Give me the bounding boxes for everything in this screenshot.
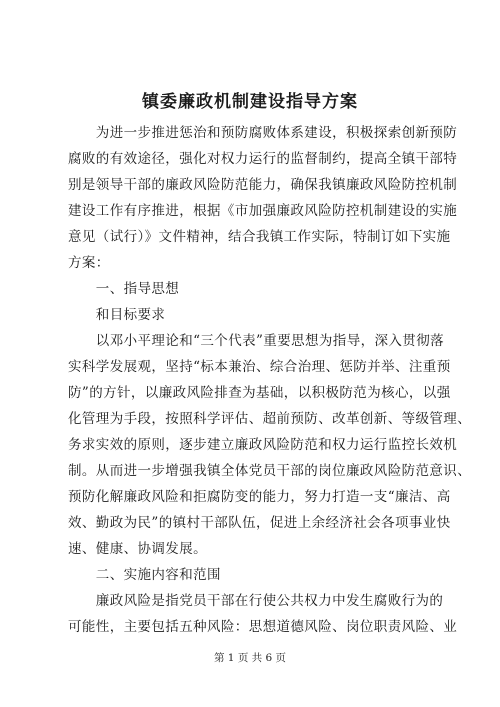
body-line: 方案：: [68, 255, 110, 271]
body-line: 务求实效的原则，逐步建立廉政风险防范和权力运行监控长效机: [68, 437, 458, 453]
body-line: 效、勤政为民”的镇村干部队伍，促进上余经济社会各项事业快: [68, 515, 451, 531]
body-line: 建设工作有序推进，根据《市加强廉政风险防控机制建设的实施: [68, 203, 458, 219]
document-title: 镇委廉政机制建设指导方案: [142, 92, 358, 112]
body-line: 化管理为手段，按照科学评估、超前预防、改革创新、等级管理、: [68, 411, 472, 427]
body-line: 廉政风险是指党员干部在行使公共权力中发生腐败行为的: [68, 593, 444, 609]
section-heading: 一、指导思想: [68, 281, 180, 297]
body-line: 防”的方针，以廉政风险排查为基础，以积极防范为核心，以强: [68, 385, 451, 401]
body-line: 别是领导干部的廉政风险防范能力，确保我镇廉政风险防控机制: [68, 177, 458, 193]
body-line: 腐败的有效途径，强化对权力运行的监督制约，提高全镇干部特: [68, 151, 458, 167]
section-heading: 和目标要求: [68, 307, 166, 323]
page-footer: 第 1 页 共 6 页: [213, 652, 287, 664]
body-line: 为进一步推进惩治和预防腐败体系建设，积极探索创新预防: [68, 125, 458, 141]
body-line: 制。从而进一步增强我镇全体党员干部的岗位廉政风险防范意识、: [68, 463, 472, 479]
body-line: 以邓小平理论和“三个代表”重要思想为指导，深入贯彻落: [68, 333, 445, 349]
body-line: 实科学发展观，坚持“标本兼治、综合治理、惩防并举、注重预: [68, 359, 451, 375]
body-line: 意见（试行）》文件精神，结合我镇工作实际，特制订如下实施: [68, 229, 451, 245]
body-line: 可能性，主要包括五种风险：思想道德风险、岗位职责风险、业: [68, 619, 458, 635]
body-line: 预防化解廉政风险和拒腐防变的能力，努力打造一支“廉洁、高: [68, 489, 451, 505]
body-line: 速、健康、协调发展。: [68, 541, 207, 557]
section-heading: 二、实施内容和范围: [68, 567, 221, 583]
